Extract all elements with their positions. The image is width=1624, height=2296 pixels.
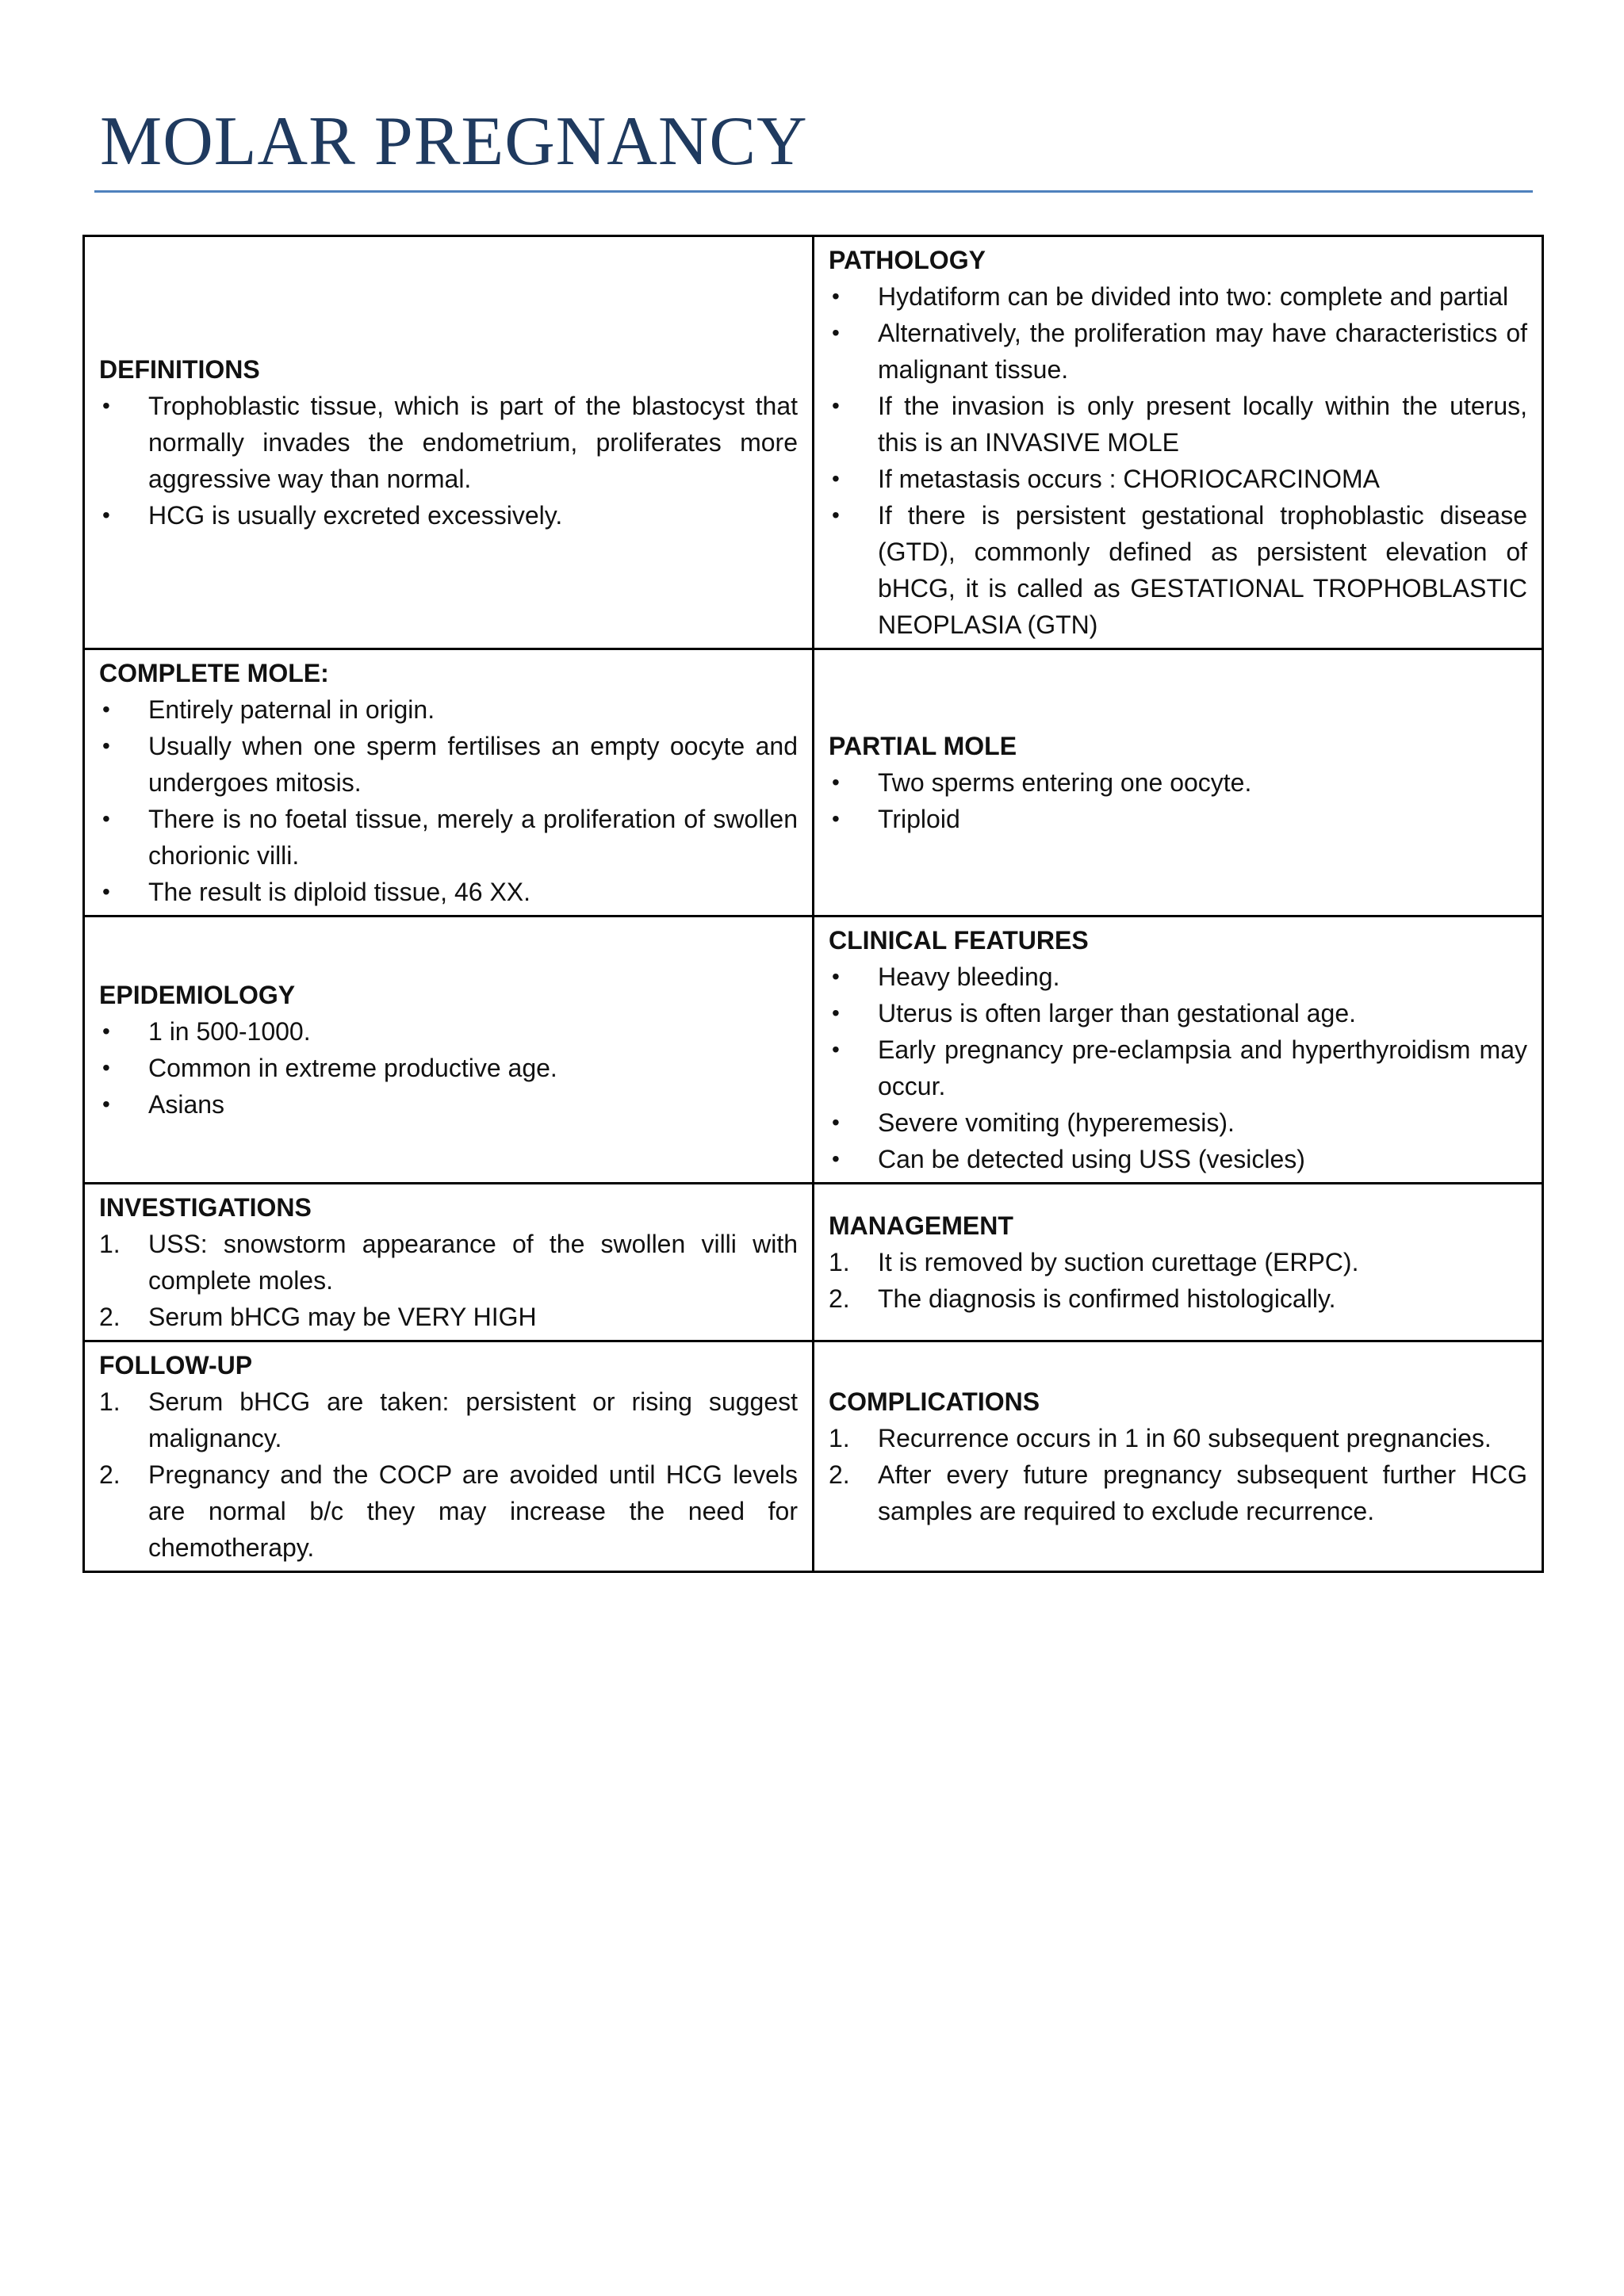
list-item-text: Recurrence occurs in 1 in 60 subsequent pregnancies. bbox=[878, 1424, 1492, 1452]
bullet-icon: • bbox=[832, 284, 840, 308]
list-item-text: Usually when one sperm fertilises an empty oocyte and undergoes mitosis. bbox=[148, 732, 798, 797]
section-heading: PATHOLOGY bbox=[829, 246, 986, 274]
list-item-text: Common in extreme productive age. bbox=[148, 1054, 557, 1082]
bullet-list bbox=[99, 388, 798, 534]
section-heading: INVESTIGATIONS bbox=[99, 1193, 312, 1222]
section-cell-right bbox=[814, 649, 1543, 916]
section-cell-right bbox=[814, 916, 1543, 1184]
section-cell-left bbox=[84, 649, 814, 916]
list-item bbox=[99, 1456, 798, 1566]
list-item-text: Triploid bbox=[878, 805, 960, 833]
section-cell-right bbox=[814, 1184, 1543, 1341]
section-heading: COMPLICATIONS bbox=[829, 1387, 1040, 1416]
section-heading: EPIDEMIOLOGY bbox=[99, 981, 296, 1009]
notes-table bbox=[82, 235, 1544, 1573]
title-underline bbox=[94, 190, 1533, 193]
list-item bbox=[99, 1383, 798, 1456]
numbered-list bbox=[99, 1383, 798, 1566]
list-item-text: Asians bbox=[148, 1090, 225, 1119]
list-item-text: Can be detected using USS (vesicles) bbox=[878, 1145, 1305, 1173]
list-item bbox=[829, 801, 1527, 837]
bullet-icon: • bbox=[102, 806, 110, 831]
section-heading: CLINICAL FEATURES bbox=[829, 926, 1089, 955]
section-cell-left bbox=[84, 916, 814, 1184]
list-item bbox=[99, 1050, 798, 1086]
list-item-text: There is no foetal tissue, merely a proliferation of swollen chorionic villi. bbox=[148, 805, 798, 870]
list-item-text: Serum bHCG may be VERY HIGH bbox=[148, 1303, 537, 1331]
list-item-text: USS: snowstorm appearance of the swollen villi with complete moles. bbox=[148, 1230, 798, 1295]
list-item bbox=[829, 1244, 1527, 1280]
bullet-list bbox=[99, 691, 798, 910]
list-item bbox=[829, 1141, 1527, 1177]
list-item bbox=[99, 1086, 798, 1123]
table-row bbox=[84, 1184, 1543, 1341]
list-item-text: If there is persistent gestational trophoblastic disease (GTD), commonly defined as persistent elevation of bHCG, it is called as GESTATIONAL TROPHOBLASTIC NEOPLASIA (GTN) bbox=[878, 501, 1527, 639]
list-item bbox=[829, 278, 1527, 315]
bullet-icon: • bbox=[832, 1110, 840, 1135]
list-item-text: The diagnosis is confirmed histologically. bbox=[878, 1284, 1336, 1313]
bullet-icon: • bbox=[832, 393, 840, 418]
list-number: 2. bbox=[829, 1284, 850, 1313]
bullet-list bbox=[829, 278, 1527, 643]
section-heading: COMPLETE MOLE: bbox=[99, 659, 329, 687]
list-item bbox=[829, 388, 1527, 461]
list-item-text: If the invasion is only present locally within the uterus, this is an INVASIVE MOLE bbox=[878, 392, 1527, 457]
page-title: MOLAR PREGNANCY bbox=[100, 103, 808, 180]
list-item-text: Trophoblastic tissue, which is part of the blastocyst that normally invades the endometrium, proliferates more aggressive way than normal. bbox=[148, 392, 798, 493]
numbered-list bbox=[829, 1420, 1527, 1529]
bullet-icon: • bbox=[102, 697, 110, 721]
list-item bbox=[829, 461, 1527, 497]
table-row bbox=[84, 236, 1543, 649]
list-item-text: Serum bHCG are taken: persistent or rising suggest malignancy. bbox=[148, 1387, 798, 1452]
section-heading: MANAGEMENT bbox=[829, 1211, 1013, 1240]
bullet-icon: • bbox=[102, 733, 110, 758]
list-item-text: Entirely paternal in origin. bbox=[148, 695, 435, 724]
list-number: 1. bbox=[99, 1230, 121, 1258]
list-item-text: HCG is usually excreted excessively. bbox=[148, 501, 563, 530]
bullet-icon: • bbox=[102, 393, 110, 418]
list-item bbox=[829, 1456, 1527, 1529]
list-item bbox=[829, 315, 1527, 388]
list-item-text: After every future pregnancy subsequent further HCG samples are required to exclude recurrence. bbox=[878, 1460, 1527, 1525]
bullet-icon: • bbox=[102, 503, 110, 527]
bullet-icon: • bbox=[832, 503, 840, 527]
bullet-list bbox=[829, 764, 1527, 837]
list-item-text: Hydatiform can be divided into two: complete and partial bbox=[878, 282, 1509, 311]
bullet-icon: • bbox=[832, 806, 840, 831]
bullet-list bbox=[99, 1013, 798, 1123]
list-item bbox=[99, 874, 798, 910]
bullet-icon: • bbox=[832, 1001, 840, 1025]
bullet-icon: • bbox=[102, 1019, 110, 1043]
list-number: 2. bbox=[99, 1460, 121, 1489]
bullet-icon: • bbox=[832, 1037, 840, 1062]
section-heading: DEFINITIONS bbox=[99, 355, 260, 384]
list-item bbox=[829, 1280, 1527, 1317]
list-item bbox=[829, 995, 1527, 1031]
section-cell-right bbox=[814, 1341, 1543, 1572]
list-item bbox=[829, 764, 1527, 801]
list-item-text: Heavy bleeding. bbox=[878, 962, 1060, 991]
list-item bbox=[829, 497, 1527, 643]
list-item bbox=[829, 1104, 1527, 1141]
bullet-icon: • bbox=[832, 466, 840, 491]
list-item-text: It is removed by suction curettage (ERPC). bbox=[878, 1248, 1359, 1276]
list-item-text: The result is diploid tissue, 46 XX. bbox=[148, 878, 531, 906]
section-cell-left bbox=[84, 236, 814, 649]
bullet-icon: • bbox=[832, 320, 840, 345]
numbered-list bbox=[99, 1226, 798, 1335]
list-number: 1. bbox=[99, 1387, 121, 1416]
table-row bbox=[84, 916, 1543, 1184]
list-item-text: If metastasis occurs : CHORIOCARCINOMA bbox=[878, 465, 1380, 493]
numbered-list bbox=[829, 1244, 1527, 1317]
list-item-text: 1 in 500-1000. bbox=[148, 1017, 311, 1046]
section-cell-right bbox=[814, 236, 1543, 649]
list-item bbox=[99, 1013, 798, 1050]
list-item-text: Early pregnancy pre-eclampsia and hyperthyroidism may occur. bbox=[878, 1035, 1527, 1100]
bullet-icon: • bbox=[832, 770, 840, 794]
list-number: 2. bbox=[99, 1303, 121, 1331]
list-item bbox=[99, 691, 798, 728]
list-number: 1. bbox=[829, 1424, 850, 1452]
bullet-list bbox=[829, 959, 1527, 1177]
bullet-icon: • bbox=[102, 879, 110, 904]
bullet-icon: • bbox=[832, 1146, 840, 1171]
section-cell-left bbox=[84, 1341, 814, 1572]
list-item bbox=[829, 1420, 1527, 1456]
list-item bbox=[99, 728, 798, 801]
list-item bbox=[829, 1031, 1527, 1104]
list-item bbox=[99, 388, 798, 497]
list-item bbox=[99, 497, 798, 534]
section-heading: PARTIAL MOLE bbox=[829, 732, 1017, 760]
list-number: 2. bbox=[829, 1460, 850, 1489]
list-item bbox=[829, 959, 1527, 995]
table-row bbox=[84, 1341, 1543, 1572]
list-item bbox=[99, 1299, 798, 1335]
bullet-icon: • bbox=[102, 1055, 110, 1080]
list-item bbox=[99, 1226, 798, 1299]
list-item-text: Pregnancy and the COCP are avoided until HCG levels are normal b/c they may increase the need for chemotherapy. bbox=[148, 1460, 798, 1562]
table-row bbox=[84, 649, 1543, 916]
bullet-icon: • bbox=[832, 964, 840, 989]
section-heading: FOLLOW-UP bbox=[99, 1351, 253, 1380]
list-item-text: Uterus is often larger than gestational age. bbox=[878, 999, 1357, 1027]
list-item-text: Two sperms entering one oocyte. bbox=[878, 768, 1252, 797]
list-number: 1. bbox=[829, 1248, 850, 1276]
list-item bbox=[99, 801, 798, 874]
bullet-icon: • bbox=[102, 1092, 110, 1116]
section-cell-left bbox=[84, 1184, 814, 1341]
list-item-text: Alternatively, the proliferation may have characteristics of malignant tissue. bbox=[878, 319, 1527, 384]
list-item-text: Severe vomiting (hyperemesis). bbox=[878, 1108, 1235, 1137]
notes-table-body bbox=[84, 236, 1543, 1572]
